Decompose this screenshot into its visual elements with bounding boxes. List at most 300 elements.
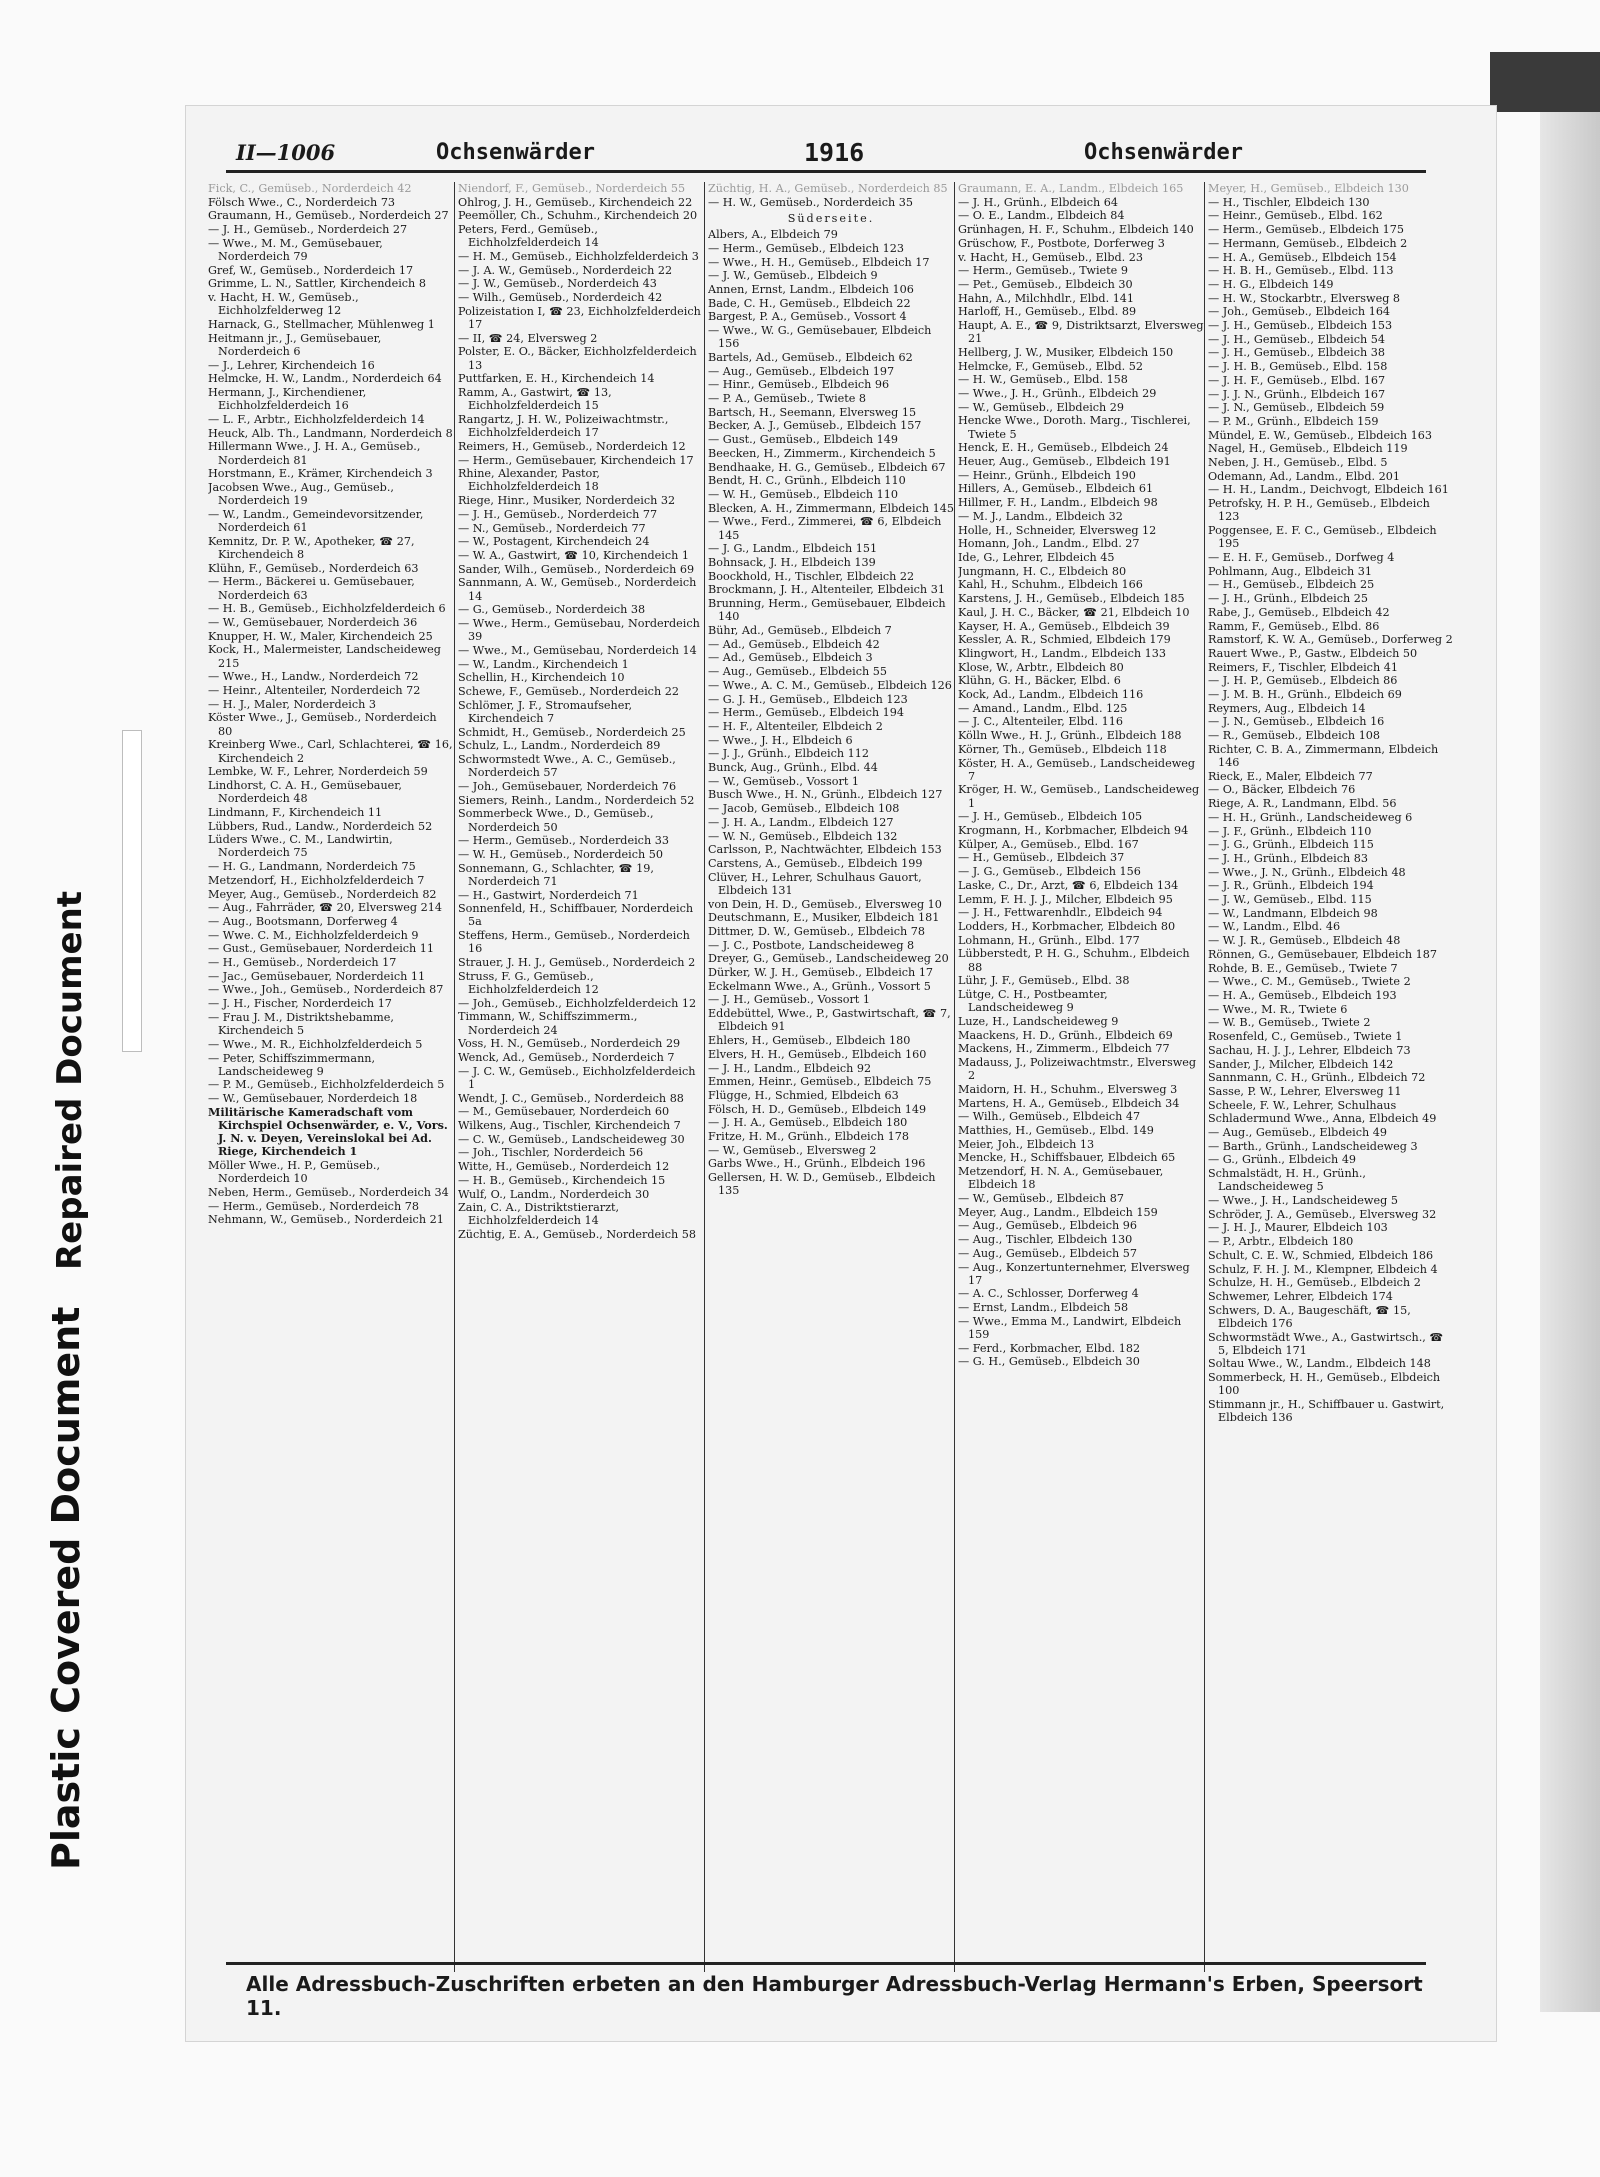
adjacent-page-edge xyxy=(1540,112,1600,2012)
directory-entry: — Wwe., W. G., Gemüsebauer, Elbdeich 156 xyxy=(708,324,932,351)
right-running-title: Ochsenwärder xyxy=(1084,140,1243,165)
directory-entry: — G., Gemüseb., Norderdeich 38 xyxy=(458,603,646,617)
directory-entry: — J. C., Postbote, Landscheideweg 8 xyxy=(708,938,915,952)
directory-entry: — H. W., Gemüseb., Norderdeich 35 xyxy=(708,195,914,209)
directory-entry: Helmcke, F., Gemüseb., Elbd. 52 xyxy=(958,359,1144,373)
directory-entry: Hellberg, J. W., Musiker, Elbdeich 150 xyxy=(958,345,1174,359)
directory-entry: — J. H., Fischer, Norderdeich 17 xyxy=(208,997,392,1011)
directory-entry: Schwormstedt Wwe., A. C., Gemüseb., Norderdeich 57 xyxy=(458,753,676,780)
directory-entry: Sonnenfeld, H., Schiffbauer, Norderdeich 5a xyxy=(458,902,694,929)
directory-entry: Laske, C., Dr., Arzt, ☎ 6, Elbdeich 134 xyxy=(958,878,1179,892)
directory-entry: Mencke, H., Schiffsbauer, Elbdeich 65 xyxy=(958,1151,1176,1165)
directory-entry: Reimers, H., Gemüseb., Norderdeich 12 xyxy=(458,439,686,453)
directory-entry: Horstmann, E., Krämer, Kirchendeich 3 xyxy=(208,467,433,481)
directory-entry: Lindmann, F., Kirchendeich 11 xyxy=(208,805,383,819)
directory-entry: — M. J., Landm., Elbdeich 32 xyxy=(958,509,1123,523)
directory-entry: — H. A., Gemüseb., Elbdeich 193 xyxy=(1208,988,1397,1002)
directory-entry: Struss, F. G., Gemüseb., Eichholzfelderdeich 12 xyxy=(458,969,599,996)
directory-entry: Sommerbeck, H. H., Gemüseb., Elbdeich 100 xyxy=(1208,1371,1441,1398)
directory-entry: — W. A., Gastwirt, ☎ 10, Kirchendeich 1 xyxy=(458,548,690,562)
directory-entry: — W. J. R., Gemüseb., Elbdeich 48 xyxy=(1208,934,1401,948)
directory-entry: Rönnen, G., Gemüsebauer, Elbdeich 187 xyxy=(1208,947,1437,961)
directory-entry: — Frau J. M., Distriktshebamme, Kirchendeich 5 xyxy=(208,1010,394,1038)
column-divider xyxy=(704,182,705,1972)
directory-entry: Karstens, J. H., Gemüseb., Elbdeich 185 xyxy=(958,592,1185,606)
directory-entry: — N., Gemüseb., Norderdeich 77 xyxy=(458,521,646,535)
directory-entry: Stimmann jr., H., Schiffbauer u. Gastwirt, Elbdeich 136 xyxy=(1208,1398,1445,1425)
directory-entry: — J. A. W., Gemüseb., Norderdeich 22 xyxy=(458,263,673,277)
directory-entry: — L. F., Arbtr., Eichholzfelderdeich 14 xyxy=(208,412,425,426)
directory-entry: Jacobsen Wwe., Aug., Gemüseb., Norderdeich 19 xyxy=(208,480,394,508)
directory-entry: Schulz, F. H. J. M., Klempner, Elbdeich 4 xyxy=(1208,1262,1438,1276)
directory-entry: — Barth., Grünh., Landscheideweg 3 xyxy=(1208,1139,1418,1153)
directory-entry: Ohlrog, J. H., Gemüseb., Kirchendeich 22 xyxy=(458,195,693,209)
directory-entry: — Aug., Gemüseb., Elbdeich 49 xyxy=(1208,1126,1387,1140)
directory-entry: — Wwe., J. H., Landscheideweg 5 xyxy=(1208,1194,1398,1208)
directory-entry: Fick, C., Gemüseb., Norderdeich 42 xyxy=(208,182,412,195)
directory-entry: — J. H., Gemüseb., Elbdeich 153 xyxy=(1208,319,1393,333)
directory-entry: Fritze, H. M., Grünh., Elbdeich 178 xyxy=(708,1130,910,1144)
directory-entry: — II, ☎ 24, Elversweg 2 xyxy=(458,331,598,345)
directory-entry: Krogmann, H., Korbmacher, Elbdeich 94 xyxy=(958,824,1189,838)
directory-entry: Knupper, H. W., Maler, Kirchendeich 25 xyxy=(208,629,433,643)
directory-entry: Köster Wwe., J., Gemüseb., Norderdeich 80 xyxy=(208,711,437,738)
directory-entry: Rosenfeld, C., Gemüseb., Twiete 1 xyxy=(1208,1030,1403,1044)
directory-entry: — J. J. N., Grünh., Elbdeich 167 xyxy=(1208,387,1386,401)
directory-entry: Helmcke, H. W., Landm., Norderdeich 64 xyxy=(208,372,442,386)
directory-entry: Becker, A. J., Gemüseb., Elbdeich 157 xyxy=(708,419,922,433)
directory-entry: Köster, H. A., Gemüseb., Landscheideweg 7 xyxy=(958,756,1196,783)
directory-entry: Kreinberg Wwe., Carl, Schlachterei, ☎ 16, Kirchendeich 2 xyxy=(208,738,453,765)
directory-entry: Schladermund Wwe., Anna, Elbdeich 49 xyxy=(1208,1112,1437,1126)
directory-entry: Dürker, W. J. H., Gemüseb., Elbdeich 17 xyxy=(708,966,934,980)
directory-entry: Wendt, J. C., Gemüseb., Norderdeich 88 xyxy=(458,1091,684,1105)
directory-entry: — J. H. J., Maurer, Elbdeich 103 xyxy=(1208,1221,1388,1235)
directory-entry: — H., Gemüseb., Elbdeich 25 xyxy=(1208,578,1375,592)
directory-entry: — E. H. F., Gemüseb., Dorfweg 4 xyxy=(1208,550,1395,564)
directory-entry: Bunck, Aug., Grünh., Elbd. 44 xyxy=(708,761,878,775)
page-number: II—1006 xyxy=(236,140,336,165)
directory-entry: — J., Lehrer, Kirchendeich 16 xyxy=(208,358,375,372)
directory-entry: Sasse, P. W., Lehrer, Elversweg 11 xyxy=(1208,1084,1402,1098)
directory-entry: — Herm., Gemüseb., Norderdeich 78 xyxy=(208,1199,419,1213)
directory-entry: Nehmann, W., Gemüseb., Norderdeich 21 xyxy=(208,1213,444,1227)
directory-entry: Klühn, G. H., Bäcker, Elbd. 6 xyxy=(958,674,1121,688)
directory-entry: — Aug., Gemüseb., Elbdeich 96 xyxy=(958,1219,1137,1233)
directory-entry: Bartels, Ad., Gemüseb., Elbdeich 62 xyxy=(708,350,913,364)
directory-entry: Riege, Hinr., Musiker, Norderdeich 32 xyxy=(458,494,676,508)
directory-entry: Puttfarken, E. H., Kirchendeich 14 xyxy=(458,372,655,386)
directory-entry: Jungmann, H. C., Elbdeich 80 xyxy=(958,564,1127,578)
directory-entry: — Wwe., Ferd., Zimmerei, ☎ 6, Elbdeich 145 xyxy=(708,515,942,542)
directory-entry: Haupt, A. E., ☎ 9, Distriktsarzt, Elversweg 21 xyxy=(958,319,1204,346)
directory-entry: — J. N., Gemüseb., Elbdeich 59 xyxy=(1208,401,1385,415)
plastic-covered-label: Plastic Covered Document xyxy=(44,1306,88,1870)
directory-entry: Wulf, O., Landm., Norderdeich 30 xyxy=(458,1187,650,1201)
directory-entry: — J. F., Grünh., Elbdeich 110 xyxy=(1208,824,1372,838)
directory-entry: Schewe, F., Gemüseb., Norderdeich 22 xyxy=(458,685,679,699)
directory-entry: — Wwe., H., Landw., Norderdeich 72 xyxy=(208,670,419,684)
directory-entry: — J. H., Gemüseb., Elbdeich 54 xyxy=(1208,332,1385,346)
directory-entry: — Wwe., Herm., Gemüsebau, Norderdeich 39 xyxy=(458,617,700,644)
directory-entry: Schlömer, J. F., Stromaufseher, Kirchendeich 7 xyxy=(458,698,633,725)
directory-entry: — Hinr., Gemüseb., Elbdeich 96 xyxy=(708,378,890,392)
directory-entry: Harloff, H., Gemüseb., Elbd. 89 xyxy=(958,305,1137,319)
directory-entry: Sannmann, C. H., Grünh., Elbdeich 72 xyxy=(1208,1071,1426,1085)
directory-entry: Fölsch, H. D., Gemüseb., Elbdeich 149 xyxy=(708,1102,927,1116)
directory-entry: Lühr, J. F., Gemüseb., Elbd. 38 xyxy=(958,974,1130,988)
directory-entry: Sachau, H. J. J., Lehrer, Elbdeich 73 xyxy=(1208,1043,1411,1057)
directory-entry: — H. J., Maler, Norderdeich 3 xyxy=(208,697,376,711)
column-1 xyxy=(208,182,454,1972)
directory-entry: v. Hacht, H. W., Gemüseb., Eichholzfelderweg 12 xyxy=(208,291,359,318)
directory-entry: Graumann, H., Gemüseb., Norderdeich 27 xyxy=(208,209,449,223)
directory-entry: — Aug., Gemüseb., Elbdeich 197 xyxy=(708,364,895,378)
directory-entry: Sander, Wilh., Gemüseb., Norderdeich 69 xyxy=(458,562,695,576)
column-divider xyxy=(1204,182,1205,1972)
directory-entry: — Wwe. C. M., Eichholzfelderdeich 9 xyxy=(208,928,419,942)
directory-entry: Eddebüttel, Wwe., P., Gastwirtschaft, ☎ 7, Elbdeich 91 xyxy=(708,1007,951,1034)
directory-entry: Wilkens, Aug., Tischler, Kirchendeich 7 xyxy=(458,1119,681,1133)
directory-entry: Grüschow, F., Postbote, Dorferweg 3 xyxy=(958,236,1165,250)
directory-entry: Luze, H., Landscheideweg 9 xyxy=(958,1014,1119,1028)
directory-entry: v. Hacht, H., Gemüseb., Elbd. 23 xyxy=(958,250,1144,264)
directory-entry: Odemann, Ad., Landm., Elbd. 201 xyxy=(1208,469,1400,483)
directory-entry: — Herm., Gemüseb., Elbdeich 123 xyxy=(708,241,904,255)
directory-entry: — J. G., Grünh., Elbdeich 115 xyxy=(1208,838,1374,852)
directory-entry: — Aug., Fahrräder, ☎ 20, Elversweg 214 xyxy=(208,901,442,915)
directory-entry: Mündel, E. W., Gemüseb., Elbdeich 163 xyxy=(1208,428,1433,442)
directory-entry: — Jacob, Gemüseb., Elbdeich 108 xyxy=(708,802,900,816)
footer-rule xyxy=(226,1962,1426,1965)
directory-entry: Lodders, H., Korbmacher, Elbdeich 80 xyxy=(958,919,1176,933)
directory-entry: Annen, Ernst, Landm., Elbdeich 106 xyxy=(708,282,914,296)
directory-page xyxy=(185,105,1497,2042)
directory-entry: Soltau Wwe., W., Landm., Elbdeich 148 xyxy=(1208,1357,1431,1371)
directory-entry: Peemöller, Ch., Schuhm., Kirchendeich 20 xyxy=(458,209,698,223)
directory-entry: Külper, A., Gemüseb., Elbd. 167 xyxy=(958,837,1139,851)
left-running-title: Ochsenwärder xyxy=(436,140,595,165)
directory-entry: Emmen, Heinr., Gemüseb., Elbdeich 75 xyxy=(708,1075,932,1089)
directory-entry: — J. H., Gemüseb., Norderdeich 77 xyxy=(458,507,658,521)
directory-entry: — Wilh., Gemüseb., Norderdeich 42 xyxy=(458,291,663,305)
directory-entry: — W., Gemüsebauer, Norderdeich 36 xyxy=(208,616,418,629)
directory-entry: — W. N., Gemüseb., Elbdeich 132 xyxy=(708,829,898,843)
column-3 xyxy=(708,182,954,1972)
directory-entry: — Aug., Konzertunternehmer, Elversweg 17 xyxy=(958,1260,1190,1287)
directory-entry: — Aug., Bootsmann, Dorferweg 4 xyxy=(208,914,398,928)
directory-entry: Kaul, J. H. C., Bäcker, ☎ 21, Elbdeich 10 xyxy=(958,605,1190,619)
directory-entry: Bohnsack, J. H., Elbdeich 139 xyxy=(708,555,876,569)
directory-entry: — W. H., Gemüseb., Norderdeich 50 xyxy=(458,847,664,861)
directory-entry: Carlsson, P., Nachtwächter, Elbdeich 153 xyxy=(708,843,942,857)
directory-entry: Beecken, H., Zimmerm., Kirchendeich 5 xyxy=(708,446,936,460)
directory-entry: Homann, Joh., Landm., Elbd. 27 xyxy=(958,537,1140,551)
directory-entry: Strauer, J. H. J., Gemüseb., Norderdeich 2 xyxy=(458,956,696,970)
directory-entry: — Wwe., M. R., Eichholzfelderdeich 5 xyxy=(208,1037,423,1051)
directory-entry: Polizeistation I, ☎ 23, Eichholzfelderdeich 17 xyxy=(458,304,701,332)
directory-entry: Grünhagen, H. F., Schuhm., Elbdeich 140 xyxy=(958,223,1194,237)
section-heading: Süderseite. xyxy=(787,211,875,225)
directory-entry: Blecken, A. H., Zimmermann, Elbdeich 145 xyxy=(708,501,954,515)
directory-entry: Kock, Ad., Landm., Elbdeich 116 xyxy=(958,688,1144,702)
directory-entry: Sonnemann, G., Schlachter, ☎ 19, Norderdeich 71 xyxy=(458,861,654,888)
directory-entry: Siemers, Reinh., Landm., Norderdeich 52 xyxy=(458,793,695,807)
directory-entry: Neben, J. H., Gemüseb., Elbd. 5 xyxy=(1208,456,1388,470)
directory-entry: Reimers, F., Tischler, Elbdeich 41 xyxy=(1208,660,1398,674)
directory-entry: Sander, J., Milcher, Elbdeich 142 xyxy=(1208,1057,1394,1071)
directory-entry: Metzendorf, H., Eichholzfelderdeich 7 xyxy=(208,873,425,887)
column-divider xyxy=(954,182,955,1972)
directory-entry: — Aug., Gemüseb., Elbdeich 55 xyxy=(708,665,887,679)
directory-entry: Schwemer, Lehrer, Elbdeich 174 xyxy=(1208,1289,1393,1303)
directory-entry: Schulze, H. H., Gemüseb., Elbdeich 2 xyxy=(1208,1276,1421,1290)
directory-entry: — H. G., Elbdeich 149 xyxy=(1208,277,1334,291)
directory-entry: — J. H., Gemüseb., Vossort 1 xyxy=(708,993,870,1007)
directory-entry: — Wwe., Joh., Gemüseb., Norderdeich 87 xyxy=(208,983,444,997)
directory-entry: Meyer, Aug., Landm., Elbdeich 159 xyxy=(958,1205,1158,1219)
directory-entry: — Wwe., H. H., Gemüseb., Elbdeich 17 xyxy=(708,255,930,269)
directory-entry: — W., Gemüseb., Elbdeich 87 xyxy=(958,1192,1125,1206)
directory-entry: Kessler, A. R., Schmied, Elbdeich 179 xyxy=(958,633,1171,647)
directory-entry: — O. E., Landm., Elbdeich 84 xyxy=(958,209,1125,223)
directory-entry: — Aug., Gemüseb., Elbdeich 57 xyxy=(958,1246,1137,1260)
directory-entry: Maackens, H. D., Grünh., Elbdeich 69 xyxy=(958,1028,1173,1042)
directory-entry: Hillers, A., Gemüseb., Elbdeich 61 xyxy=(958,482,1154,496)
directory-entry: Riege, A. R., Landmann, Elbd. 56 xyxy=(1208,797,1397,811)
directory-entry: — H., Gemüseb., Norderdeich 17 xyxy=(208,956,397,970)
directory-entry: — W., Gemüseb., Vossort 1 xyxy=(708,774,860,788)
directory-entry: Lohmann, H., Grünh., Elbd. 177 xyxy=(958,933,1140,947)
directory-entry: Bendhaake, H. G., Gemüseb., Elbdeich 67 xyxy=(708,460,946,474)
directory-entry: Züchtig, E. A., Gemüseb., Norderdeich 58 xyxy=(458,1228,697,1242)
directory-entry: Kröger, H. W., Gemüseb., Landscheideweg 1 xyxy=(958,783,1200,810)
directory-entry: Rohde, B. E., Gemüseb., Twiete 7 xyxy=(1208,961,1398,975)
directory-entry: — W., Landm., Elbd. 46 xyxy=(1208,920,1341,934)
directory-entry: — Joh., Gemüsebauer, Norderdeich 76 xyxy=(458,779,677,793)
directory-entry: Hahn, A., Milchhdlr., Elbd. 141 xyxy=(958,291,1135,305)
directory-entry: Hermann, J., Kirchendiener, Eichholzfelderdeich 16 xyxy=(208,386,367,413)
directory-entry: Garbs Wwe., H., Grünh., Elbdeich 196 xyxy=(708,1157,926,1171)
directory-entry: — J. J., Grünh., Elbdeich 112 xyxy=(708,747,869,761)
directory-entry: — W. H., Gemüseb., Elbdeich 110 xyxy=(708,487,899,501)
column-2 xyxy=(458,182,704,1972)
directory-entry: — Wilh., Gemüseb., Elbdeich 47 xyxy=(958,1110,1141,1124)
directory-entry: — H. W., Stockarbtr., Elversweg 8 xyxy=(1208,291,1401,305)
directory-entry: — H. B., Gemüseb., Eichholzfelderdeich 6 xyxy=(208,602,446,616)
directory-entry: Harnack, G., Stellmacher, Mühlenweg 1 xyxy=(208,318,435,332)
directory-entry: Pohlmann, Aug., Elbdeich 31 xyxy=(1208,564,1373,578)
repaired-document-label: Repaired Document xyxy=(50,890,90,1270)
directory-entry: Poggensee, E. F. C., Gemüseb., Elbdeich 195 xyxy=(1208,524,1437,551)
directory-entry: Rieck, E., Maler, Elbdeich 77 xyxy=(1208,769,1373,783)
directory-entry: Schmidt, H., Gemüseb., Norderdeich 25 xyxy=(458,725,686,739)
directory-entry: — Herm., Bäckerei u. Gemüsebauer, Norderdeich 63 xyxy=(208,575,415,602)
directory-entry: — W., Landm., Kirchendeich 1 xyxy=(458,657,629,671)
directory-entry: Klühn, F., Gemüseb., Norderdeich 63 xyxy=(208,561,419,575)
directory-entry: — Jac., Gemüsebauer, Norderdeich 11 xyxy=(208,969,426,983)
directory-entry: Holle, H., Schneider, Elversweg 12 xyxy=(958,523,1157,537)
directory-entry: Bade, C. H., Gemüseb., Elbdeich 22 xyxy=(708,296,911,310)
directory-entry: Peters, Ferd., Gemüseb., Eichholzfelderdeich 14 xyxy=(458,223,599,250)
directory-entry: — Peter, Schiffszimmermann, Landscheideweg 9 xyxy=(208,1051,376,1078)
directory-entry: — Wwe., C. M., Gemüseb., Twiete 2 xyxy=(1208,975,1411,989)
directory-entry: — H., Tischler, Elbdeich 130 xyxy=(1208,195,1370,209)
directory-entry: — J. H. A., Landm., Elbdeich 127 xyxy=(708,815,894,829)
directory-entry: Lindhorst, C. A. H., Gemüsebauer, Norderdeich 48 xyxy=(208,778,402,806)
column-divider xyxy=(454,182,455,1972)
directory-entry: Sannmann, A. W., Gemüseb., Norderdeich 14 xyxy=(458,576,697,603)
directory-entry: — Pet., Gemüseb., Elbdeich 30 xyxy=(958,277,1133,291)
directory-entry: — Ernst, Landm., Elbdeich 58 xyxy=(958,1301,1129,1315)
directory-entry: Schellin, H., Kirchendeich 10 xyxy=(458,671,625,685)
directory-entry: — Aug., Tischler, Elbdeich 130 xyxy=(958,1233,1133,1247)
directory-entry: Deutschmann, E., Musiker, Elbdeich 181 xyxy=(708,911,940,925)
directory-entry: Meyer, Aug., Gemüseb., Norderdeich 82 xyxy=(208,887,437,901)
directory-entry: Bartsch, H., Seemann, Elversweg 15 xyxy=(708,405,917,419)
page-year: 1916 xyxy=(804,138,865,167)
directory-entry: — Wwe., J. H., Elbdeich 6 xyxy=(708,733,853,747)
directory-entry: Lütge, C. H., Postbeamter, Landscheideweg 9 xyxy=(958,987,1108,1015)
directory-entry: — H. F., Altenteiler, Elbdeich 2 xyxy=(708,719,883,733)
directory-entry: — Joh., Tischler, Norderdeich 56 xyxy=(458,1146,644,1160)
directory-entry: Schmalstädt, H. H., Grünh., Landscheideweg 5 xyxy=(1208,1167,1366,1194)
directory-entry: Eckelmann Wwe., A., Grünh., Vossort 5 xyxy=(708,979,931,993)
directory-entry: — O., Bäcker, Elbdeich 76 xyxy=(1208,783,1356,797)
directory-entry: — Herm., Gemüseb., Twiete 9 xyxy=(958,264,1128,278)
directory-entry: — W., Landmann, Elbdeich 98 xyxy=(1208,906,1378,920)
directory-entry: — W. B., Gemüseb., Twiete 2 xyxy=(1208,1016,1371,1030)
directory-entry: Züchtig, H. A., Gemüseb., Norderdeich 85 xyxy=(708,182,948,195)
directory-entry: — M., Gemüsebauer, Norderdeich 60 xyxy=(458,1105,670,1119)
directory-entry: Carstens, A., Gemüseb., Elbdeich 199 xyxy=(708,856,923,870)
directory-entry: — Heinr., Altenteiler, Norderdeich 72 xyxy=(208,684,421,698)
directory-entry: Flügge, H., Schmied, Elbdeich 63 xyxy=(708,1088,899,1102)
directory-entry: — J. C., Altenteiler, Elbd. 116 xyxy=(958,715,1123,729)
directory-entry: Schröder, J. A., Gemüseb., Elversweg 32 xyxy=(1208,1207,1437,1221)
directory-entry: Albers, A., Elbdeich 79 xyxy=(708,228,838,242)
directory-entry: Wenck, Ad., Gemüseb., Norderdeich 7 xyxy=(458,1051,675,1064)
column-4 xyxy=(958,182,1204,1972)
directory-entry: Gellersen, H. W. D., Gemüseb., Elbdeich 135 xyxy=(708,1171,936,1198)
directory-entry: — Wwe., J. N., Grünh., Elbdeich 48 xyxy=(1208,865,1406,879)
directory-entry: — H. B., Gemüseb., Kirchendeich 15 xyxy=(458,1173,666,1187)
directory-entry: — Wwe., M. R., Twiete 6 xyxy=(1208,1002,1348,1016)
directory-entry: Rangartz, J. H. W., Polizeiwachtmstr., Eichholzfelderdeich 17 xyxy=(458,412,669,440)
directory-entry: Lemm, F. H. J. J., Milcher, Elbdeich 95 xyxy=(958,892,1173,906)
directory-entry: Schwers, D. A., Baugeschäft, ☎ 15, Elbdeich 176 xyxy=(1208,1303,1411,1330)
directory-entry: Niendorf, F., Gemüseb., Norderdeich 55 xyxy=(458,182,686,195)
directory-entry: — Ad., Gemüseb., Elbdeich 42 xyxy=(708,637,880,651)
directory-entry: Bühr, Ad., Gemüseb., Elbdeich 7 xyxy=(708,624,892,637)
directory-entry: Lembke, W. F., Lehrer, Norderdeich 59 xyxy=(208,765,428,779)
directory-entry: — H. A., Gemüseb., Elbdeich 154 xyxy=(1208,250,1397,264)
directory-entry: Fölsch Wwe., C., Norderdeich 73 xyxy=(208,195,396,209)
directory-entry: — J. G., Gemüseb., Elbdeich 156 xyxy=(958,865,1141,879)
directory-entry: — J. W., Gemüseb., Elbd. 115 xyxy=(1208,893,1372,907)
directory-entry: Ehlers, H., Gemüseb., Elbdeich 180 xyxy=(708,1034,911,1048)
directory-entry: — P. A., Gemüseb., Twiete 8 xyxy=(708,392,867,406)
directory-entry: Heuer, Aug., Gemüseb., Elbdeich 191 xyxy=(958,455,1171,469)
directory-entry: — Heinr., Grünh., Elbdeich 190 xyxy=(958,468,1136,482)
directory-entry: Steffens, Herm., Gemüseb., Norderdeich 16 xyxy=(458,929,690,956)
directory-entry: Heuck, Alb. Th., Landmann, Norderdeich 8 xyxy=(208,426,453,440)
directory-entry: — J. H., Grünh., Elbdeich 83 xyxy=(1208,851,1368,865)
directory-entry: Reymers, Aug., Elbdeich 14 xyxy=(1208,701,1366,715)
directory-entry: Dittmer, D. W., Gemüseb., Elbdeich 78 xyxy=(708,924,925,938)
directory-entry: Rhine, Alexander, Pastor, Eichholzfelderdeich 18 xyxy=(458,467,600,494)
directory-entry: Hencke Wwe., Doroth. Marg., Tischlerei, Twiete 5 xyxy=(958,414,1191,441)
directory-entry: — G., Grünh., Elbdeich 49 xyxy=(1208,1153,1357,1167)
directory-entry: Zain, C. A., Distriktstierarzt, Eichholzfelderdeich 14 xyxy=(458,1201,620,1228)
directory-entry: Hillermann Wwe., J. H. A., Gemüseb., Norderdeich 81 xyxy=(208,440,421,467)
directory-entry: Madauss, J., Polizeiwachtmstr., Elversweg 2 xyxy=(958,1056,1197,1083)
directory-entry: Ramm, A., Gastwirt, ☎ 13, Eichholzfelderdeich 15 xyxy=(458,386,612,413)
directory-entry: — J. N., Gemüseb., Elbdeich 16 xyxy=(1208,715,1385,729)
directory-entry: — G. H., Gemüseb., Elbdeich 30 xyxy=(958,1355,1140,1369)
directory-entry: Körner, Th., Gemüseb., Elbdeich 118 xyxy=(958,742,1167,756)
directory-entry: — H. M., Gemüseb., Eichholzfelderdeich 3 xyxy=(458,250,699,264)
directory-entry: — J. H., Gemüseb., Elbdeich 105 xyxy=(958,810,1143,824)
directory-entry: Metzendorf, H. N. A., Gemüsebauer, Elbdeich 18 xyxy=(958,1165,1164,1192)
directory-entry: — W., Gemüsebauer, Norderdeich 18 xyxy=(208,1092,418,1106)
directory-entry: — J. M. B. H., Grünh., Elbdeich 69 xyxy=(1208,688,1402,702)
directory-entry: Bargest, P. A., Gemüseb., Vossort 4 xyxy=(708,310,907,324)
directory-entry: — J. C. W., Gemüseb., Eichholzfelderdeich 1 xyxy=(458,1064,696,1091)
directory-entry: — Wwe., M., Gemüsebau, Norderdeich 14 xyxy=(458,643,697,657)
directory-entry: — H. G., Landmann, Norderdeich 75 xyxy=(208,860,416,874)
directory-entry: — W., Gemüseb., Elversweg 2 xyxy=(708,1143,877,1157)
directory-entry: — J. H., Grünh., Elbdeich 64 xyxy=(958,195,1118,209)
directory-entry: Lüders Wwe., C. M., Landwirtin, Norderdeich 75 xyxy=(208,833,393,860)
directory-entry: — R., Gemüseb., Elbdeich 108 xyxy=(1208,729,1381,743)
directory-entry: Kölln Wwe., H. J., Grünh., Elbdeich 188 xyxy=(958,729,1182,743)
directory-entry: Witte, H., Gemüseb., Norderdeich 12 xyxy=(458,1160,670,1174)
directory-entry: Boockhold, H., Tischler, Elbdeich 22 xyxy=(708,569,915,583)
column-5 xyxy=(1208,182,1454,1972)
directory-entry: Kemnitz, Dr. P. W., Apotheker, ☎ 27, Kirchendeich 8 xyxy=(208,534,415,561)
directory-entry: Heitmann jr., J., Gemüsebauer, Norderdeich 6 xyxy=(208,331,382,358)
page-header xyxy=(186,134,1496,174)
directory-entry: Brockmann, J. H., Altenteiler, Elbdeich 31 xyxy=(708,583,945,597)
directory-entry: — Herm., Gemüsebauer, Kirchendeich 17 xyxy=(458,453,694,467)
directory-entry: Neben, Herm., Gemüseb., Norderdeich 34 xyxy=(208,1186,449,1200)
directory-entry: Ide, G., Lehrer, Elbdeich 45 xyxy=(958,550,1115,564)
directory-entry: — Gust., Gemüseb., Elbdeich 149 xyxy=(708,433,899,447)
directory-entry: — C. W., Gemüseb., Landscheideweg 30 xyxy=(458,1132,685,1146)
directory-entry: Petrofsky, H. P. H., Gemüseb., Elbdeich 123 xyxy=(1208,497,1430,524)
directory-entry: Nagel, H., Gemüseb., Elbdeich 119 xyxy=(1208,442,1408,456)
directory-entry: — J. H., Grünh., Elbdeich 25 xyxy=(1208,592,1368,606)
directory-entry: Brunning, Herm., Gemüsebauer, Elbdeich 140 xyxy=(708,597,946,624)
directory-entry: — Ferd., Korbmacher, Elbd. 182 xyxy=(958,1341,1141,1355)
scanner-edge-dark xyxy=(1490,52,1600,112)
directory-entry: — Amand., Landm., Elbd. 125 xyxy=(958,701,1128,715)
directory-entry: — J. H., Fettwarenhdlr., Elbdeich 94 xyxy=(958,906,1163,920)
directory-entry: — J. H., Landm., Elbdeich 92 xyxy=(708,1061,872,1075)
directory-entry: Dreyer, G., Gemüseb., Landscheideweg 20 xyxy=(708,952,949,966)
directory-entry: Klose, W., Arbtr., Elbdeich 80 xyxy=(958,660,1124,674)
directory-entry: — H. H., Landm., Deichvogt, Elbdeich 161 xyxy=(1208,483,1449,497)
directory-entry: — J. H. A., Gemüseb., Elbdeich 180 xyxy=(708,1116,908,1130)
directory-entry: Rauert Wwe., P., Gastw., Elbdeich 50 xyxy=(1208,646,1418,660)
directory-entry: — J. H. F., Gemüseb., Elbd. 167 xyxy=(1208,373,1386,387)
directory-entry: — J. H., Gemüseb., Elbdeich 38 xyxy=(1208,346,1385,360)
directory-entry: Militärische Kameradschaft vom Kirchspiel Ochsenwärder, e. V., Vors. J. N. v. Deyen, Vereinslokal bei Ad. Riege, Kirchendeich 1 xyxy=(208,1104,448,1159)
directory-entry: — J. G., Landm., Elbdeich 151 xyxy=(708,542,878,556)
directory-entry: — J. H. P., Gemüseb., Elbdeich 86 xyxy=(1208,674,1398,688)
directory-entry: Hillmer, F. H., Landm., Elbdeich 98 xyxy=(958,496,1158,510)
